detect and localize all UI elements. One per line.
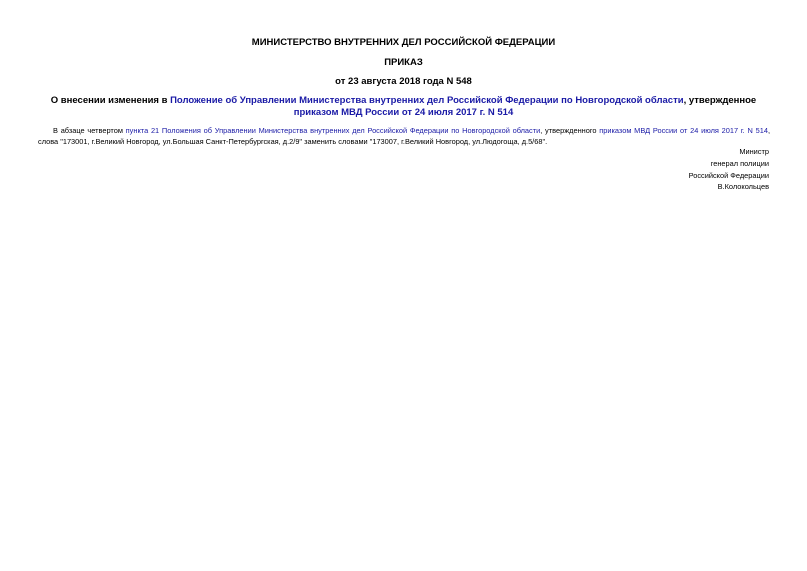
title-link-order[interactable]: приказом МВД России от 24 июля 2017 г. N 514 — [293, 107, 514, 118]
title-prefix: О внесении изменения в — [50, 95, 171, 106]
ministry-heading: МИНИСТЕРСТВО ВНУТРЕННИХ ДЕЛ РОССИЙСКОЙ ФЕДЕРАЦИИ — [251, 37, 556, 48]
signature-country: Российской Федерации — [688, 170, 769, 180]
body-part-1: В абзаце четвертом — [53, 126, 126, 135]
signature-rank: генерал полиции — [710, 158, 769, 168]
document-type: ПРИКАЗ — [384, 57, 423, 68]
document-title — [30, 95, 777, 119]
body-link-order[interactable]: приказом МВД России от 24 июля 2017 г. N 514 — [599, 126, 768, 135]
body-part-2: , утвержденного — [540, 126, 600, 135]
signature-block — [689, 146, 769, 193]
signature-name: В.Колокольцев — [717, 182, 769, 192]
title-link-regulation[interactable]: Положение об Управлении Министерства внутренних дел Российской Федерации по Новгородской области — [170, 95, 684, 106]
body-part-3: , слова "173001, г.Великий Новгород, ул.Большая Санкт-Петербургская, д.2/9" заменить словами "173007, г.Великий Новгород, ул.Людогоща, д.5/68". — [38, 126, 770, 146]
signature-position: Министр — [739, 147, 769, 156]
body-link-clause[interactable]: пункта 21 Положения об Управлении Министерства внутренних дел Российской Федерации по Новгородской области — [125, 126, 541, 135]
title-middle: , утвержденное — [683, 95, 757, 106]
body-paragraph — [38, 125, 770, 147]
document-date-number: от 23 августа 2018 года N 548 — [335, 76, 472, 87]
